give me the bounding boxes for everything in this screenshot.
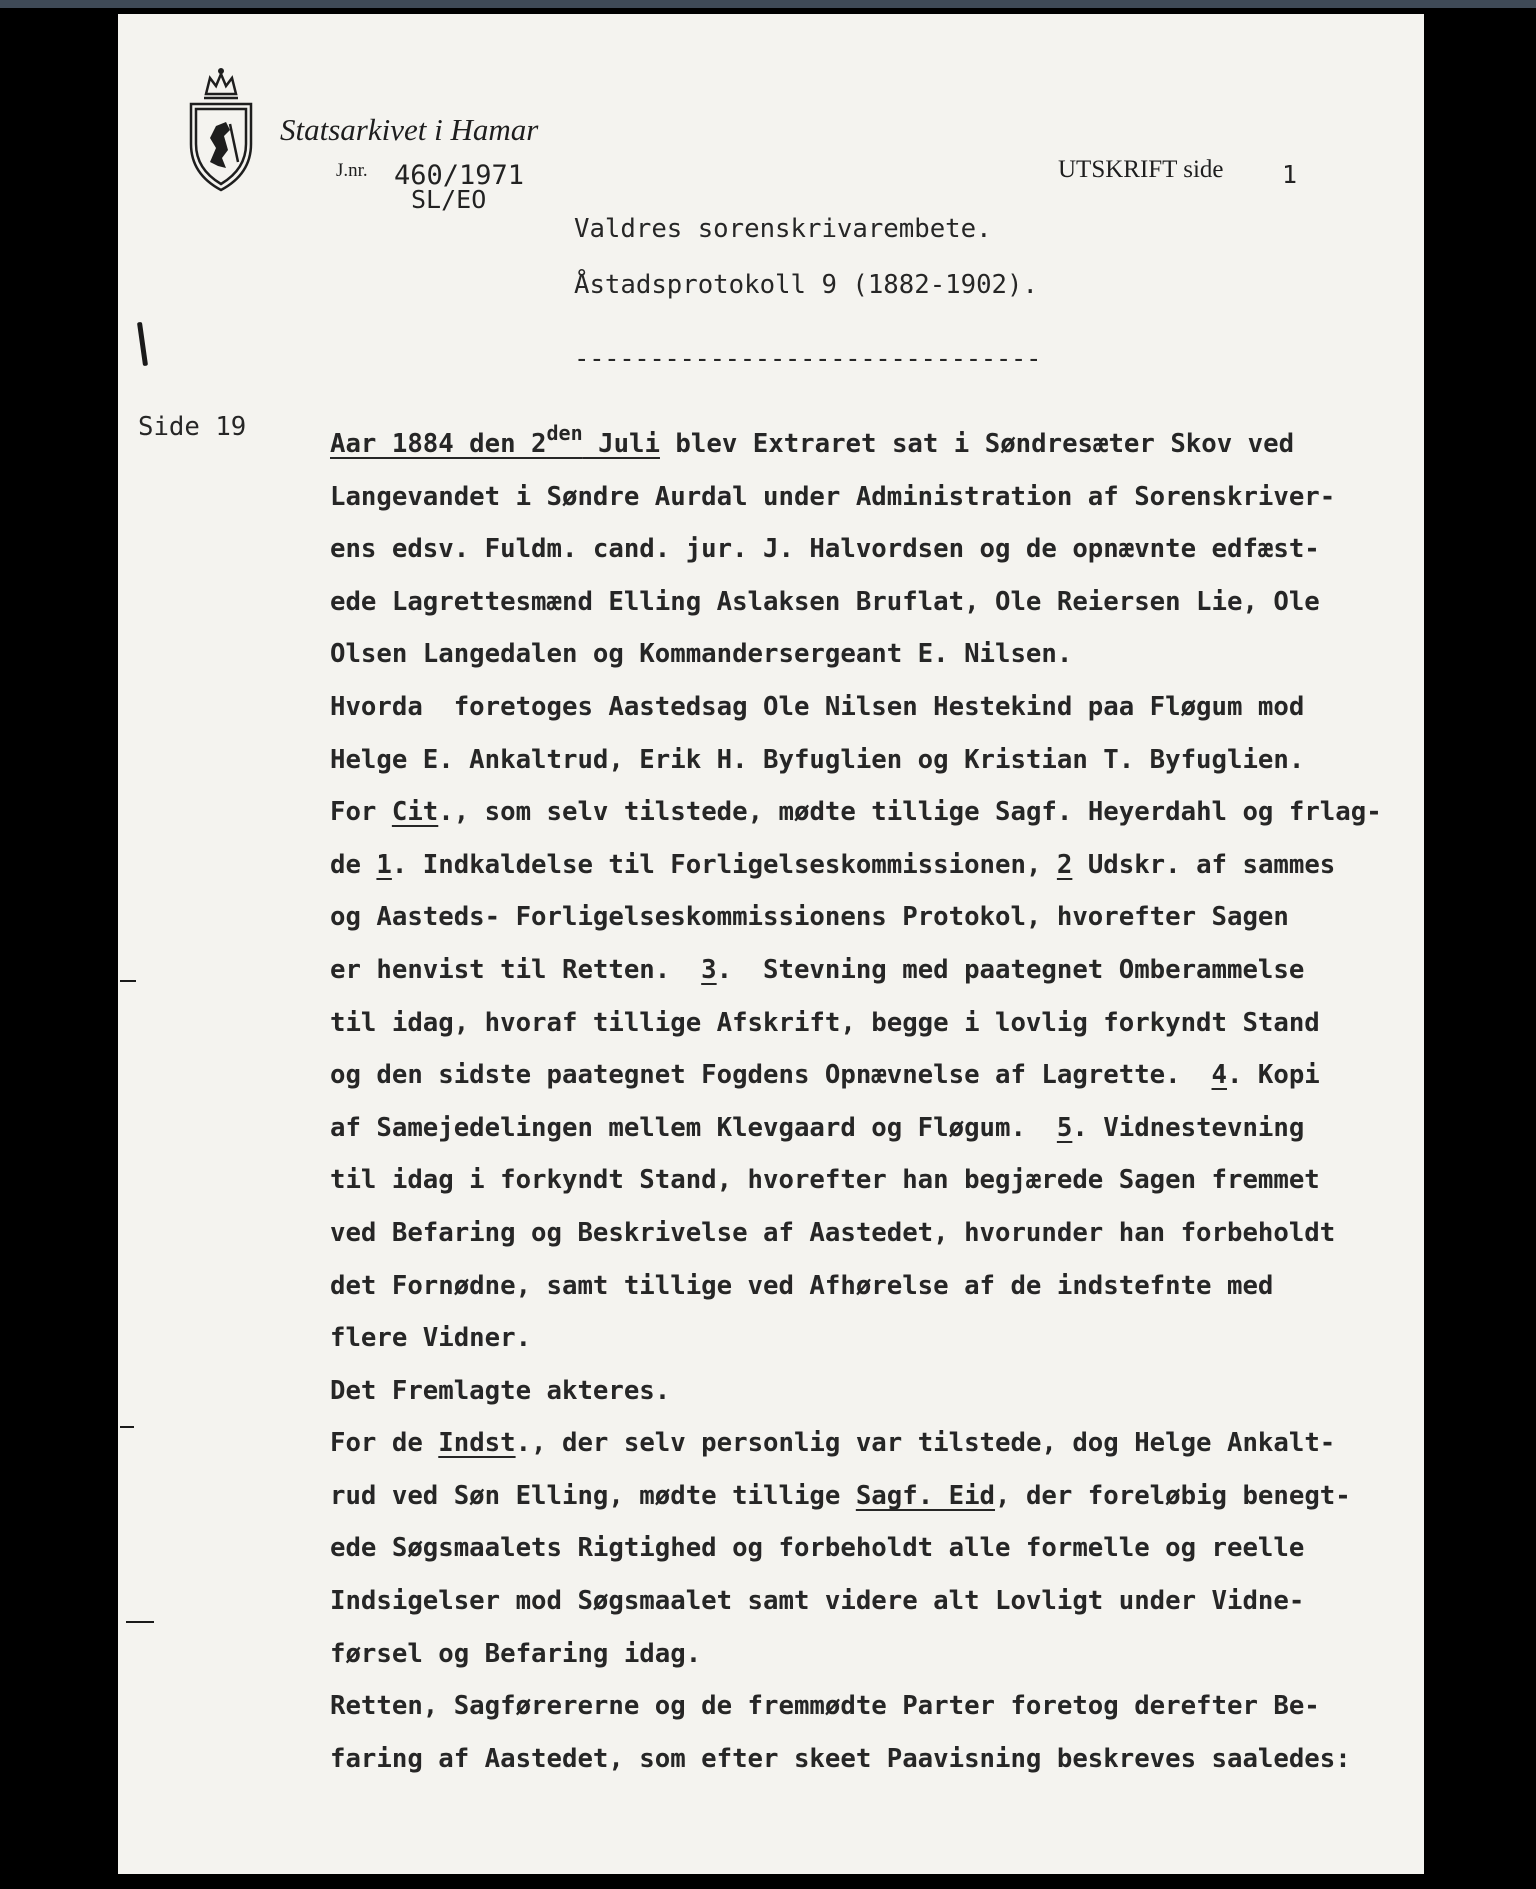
text-span: . Vidnestevning (1072, 1112, 1305, 1143)
scanner-frame-top (0, 0, 1536, 8)
text-span: , der foreløbig benegt- (995, 1480, 1351, 1511)
text-line: Indsigelser mod Søgsmaalet samt videre alt Lovligt under Vidne- (330, 1586, 1305, 1617)
text-span: For de (330, 1428, 439, 1459)
date-underlined (330, 421, 660, 459)
text-line: ede Lagrettesmænd Elling Aslaksen Bruflat, Ole Reiersen Lie, Ole (330, 586, 1320, 617)
date-superscript: den (546, 421, 583, 445)
text-line: ved Befaring og Beskrivelse af Aastedet, hvorunder han forbeholdt (330, 1217, 1336, 1248)
text-line: faring af Aastedet, som efter skeet Paavisning beskreves saaledes: (330, 1743, 1351, 1774)
text-span: ., som selv tilstede, mødte tillige Sagf. Heyerdahl og frlag- (438, 797, 1382, 828)
page-number: 1 (1282, 160, 1298, 189)
text-line: og Aasteds- Forligelseskommissionens Protokol, hvorefter Sagen (330, 902, 1289, 933)
item-number: 4 (1211, 1060, 1227, 1091)
transcription-body (330, 407, 1416, 1785)
item-number: 3 (701, 954, 717, 985)
text-span: og den sidste paategnet Fogdens Opnævnelse af Lagrette. (330, 1060, 1212, 1091)
text-line (330, 839, 1416, 892)
date-prefix: Aar 1884 den 2 (330, 429, 547, 459)
item-number: 2 (1056, 849, 1073, 880)
divider-line: ------------------------------- (574, 344, 1042, 374)
item-number: 1 (376, 849, 392, 880)
margin-mark (137, 322, 148, 366)
text-line: Langevandet i Søndre Aurdal under Administration af Sorenskriver- (330, 481, 1336, 512)
text-span: For (330, 797, 392, 828)
text-line: ede Søgsmaalets Rigtighed og forbeholdt alle formelle og reelle (330, 1533, 1305, 1564)
text-span: Udskr. af sammes (1072, 849, 1336, 880)
document-page (118, 14, 1424, 1874)
text-line: flere Vidner. (330, 1323, 532, 1354)
line-rest: blev Extraret sat i Søndresæter Skov ved (659, 429, 1295, 459)
text-line: til idag i forkyndt Stand, hvorefter han begjærede Sagen fremmet (330, 1165, 1320, 1196)
text-span: . Kopi (1226, 1060, 1320, 1091)
text-span: . Indkaldelse til Forligelseskommissionen, (391, 849, 1057, 880)
text-line (330, 944, 1416, 997)
heading-protocol: Åstadsprotokoll 9 (1882-1902). (574, 270, 1038, 300)
text-line: Hvorda foretoges Aastedsag Ole Nilsen Hestekind paa Fløgum mod (330, 691, 1305, 722)
text-span: . Stevning med paategnet Omberammelse (716, 954, 1305, 985)
text-span: de (330, 849, 377, 880)
item-number: 5 (1056, 1112, 1073, 1143)
journal-number: 460/1971 (394, 160, 525, 191)
text-span: er henvist til Retten. (330, 954, 702, 985)
margin-mark (120, 1426, 134, 1428)
underlined-word: Cit (391, 797, 439, 828)
heading-office: Valdres sorenskrivarembete. (574, 214, 992, 244)
text-line: ens edsv. Fuldm. cand. jur. J. Halvordsen og de opnævnte edfæst- (330, 534, 1320, 565)
text-span: ., der selv personlig var tilstede, dog Helge Ankalt- (515, 1428, 1336, 1459)
text-line: Olsen Langedalen og Kommandersergeant E. Nilsen. (330, 639, 1073, 670)
text-line: det Fornødne, samt tillige ved Afhørelse af de indstefnte med (330, 1270, 1274, 1301)
underlined-word: Indst (438, 1428, 516, 1459)
archive-name: Statsarkivet i Hamar (280, 112, 539, 147)
text-line: Det Fremlagte akteres. (330, 1375, 671, 1406)
side-reference: Side 19 (138, 412, 247, 442)
text-span: rud ved Søn Elling, mødte tillige (330, 1480, 856, 1511)
margin-mark (120, 980, 136, 982)
text-line (330, 1417, 1416, 1470)
text-line: førsel og Befaring idag. (330, 1638, 702, 1669)
journal-number-label: J.nr. (336, 160, 368, 181)
utskrift-label: UTSKRIFT side (1058, 156, 1224, 183)
text-line: Retten, Sagførererne og de fremmødte Parter foretog derefter Be- (330, 1691, 1320, 1722)
text-line: til idag, hvoraf tillige Afskrift, begge i lovlig forkyndt Stand (330, 1007, 1320, 1038)
coat-of-arms-icon (186, 66, 256, 194)
margin-mark (126, 1621, 154, 1623)
journal-initials: SL/EO (411, 185, 487, 214)
text-line (330, 786, 1416, 839)
text-span: af Samejedelingen mellem Klevgaard og Fløgum. (330, 1112, 1057, 1143)
text-line: Helge E. Ankaltrud, Erik H. Byfuglien og Kristian T. Byfuglien. (330, 744, 1305, 775)
date-month: Juli (582, 429, 660, 459)
text-line (330, 1102, 1416, 1155)
text-line (330, 1470, 1416, 1523)
text-line (330, 407, 1416, 471)
underlined-word: Sagf. Eid (855, 1480, 996, 1511)
text-line (330, 1049, 1416, 1102)
